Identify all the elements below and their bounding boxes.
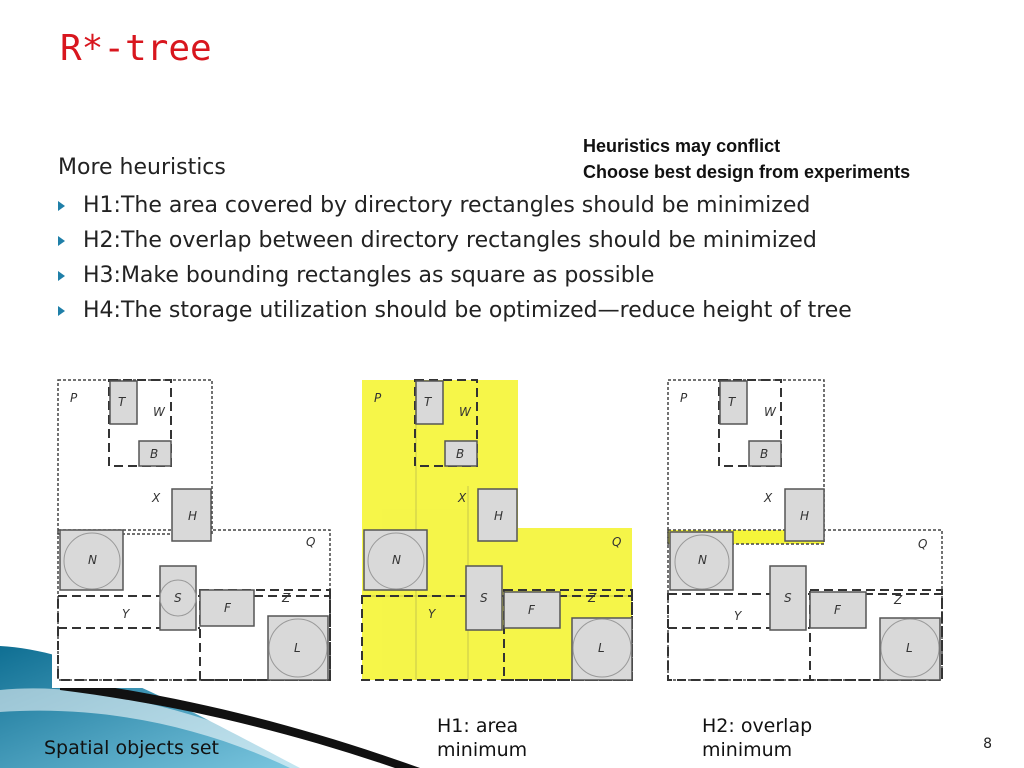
- label-w: W: [764, 405, 776, 419]
- label-x: X: [458, 491, 467, 505]
- label-l: L: [906, 641, 913, 655]
- label-l: L: [294, 641, 301, 655]
- label-s: S: [480, 591, 488, 605]
- label-z: Z: [894, 593, 903, 607]
- list-item: [58, 188, 852, 223]
- spatial-objects: [60, 381, 328, 680]
- label-t: T: [118, 395, 126, 409]
- label-h: H: [188, 509, 198, 523]
- intro-text: More heuristics: [58, 155, 226, 180]
- caption-h1: H1: area minimum: [437, 715, 528, 761]
- label-y: Y: [734, 609, 742, 623]
- label-b: B: [760, 447, 769, 461]
- label-t: T: [728, 395, 736, 409]
- label-y: Y: [122, 607, 130, 621]
- rtree-diagram: [664, 376, 946, 688]
- list-item: [58, 258, 852, 293]
- caption-h2: H2: overlap minimum: [702, 715, 813, 761]
- label-w: W: [459, 405, 471, 419]
- slide-title: R*-tree: [60, 28, 212, 69]
- bullet-arrow-icon: [58, 201, 65, 211]
- label-n: N: [698, 553, 707, 567]
- diagram-h2-overlap: [664, 376, 946, 688]
- label-z: Z: [282, 591, 291, 605]
- label-x: X: [152, 491, 161, 505]
- label-f: F: [834, 603, 841, 617]
- label-n: N: [392, 553, 401, 567]
- caption-spatial-objects: Spatial objects set: [44, 737, 219, 759]
- label-w: W: [153, 405, 165, 419]
- label-b: B: [456, 447, 465, 461]
- bullet-arrow-icon: [58, 306, 65, 316]
- label-p: P: [374, 391, 382, 405]
- bullet-text: H2:The overlap between directory rectangles should be minimized: [83, 228, 817, 253]
- label-q: Q: [918, 537, 928, 551]
- label-s: S: [784, 591, 792, 605]
- diagram-spatial-objects: [52, 376, 334, 688]
- diagram-h1-area: [358, 376, 640, 688]
- rtree-diagram: [52, 376, 334, 688]
- label-q: Q: [612, 535, 622, 549]
- label-f: F: [528, 603, 535, 617]
- heuristics-list: [58, 188, 852, 328]
- label-l: L: [598, 641, 605, 655]
- label-q: Q: [306, 535, 316, 549]
- page-number: 8: [983, 736, 992, 752]
- label-x: X: [764, 491, 773, 505]
- label-z: Z: [588, 591, 597, 605]
- label-t: T: [424, 395, 432, 409]
- label-h: H: [800, 509, 810, 523]
- bullet-text: H4:The storage utilization should be optimized—reduce height of tree: [83, 298, 852, 323]
- label-b: B: [150, 447, 159, 461]
- rtree-diagram: [358, 376, 640, 688]
- bullet-arrow-icon: [58, 271, 65, 281]
- note-line: Choose best design from experiments: [583, 162, 911, 182]
- bullet-arrow-icon: [58, 236, 65, 246]
- label-y: Y: [428, 607, 436, 621]
- label-n: N: [88, 553, 97, 567]
- bullet-text: H3:Make bounding rectangles as square as possible: [83, 263, 655, 288]
- heuristics-note: [583, 133, 910, 185]
- label-p: P: [680, 391, 688, 405]
- list-item: [58, 293, 852, 328]
- note-line: Heuristics may conflict: [583, 136, 781, 156]
- label-s: S: [174, 591, 182, 605]
- label-f: F: [224, 601, 231, 615]
- bullet-text: H1:The area covered by directory rectangles should be minimized: [83, 193, 811, 218]
- label-p: P: [70, 391, 78, 405]
- list-item: [58, 223, 852, 258]
- label-h: H: [494, 509, 504, 523]
